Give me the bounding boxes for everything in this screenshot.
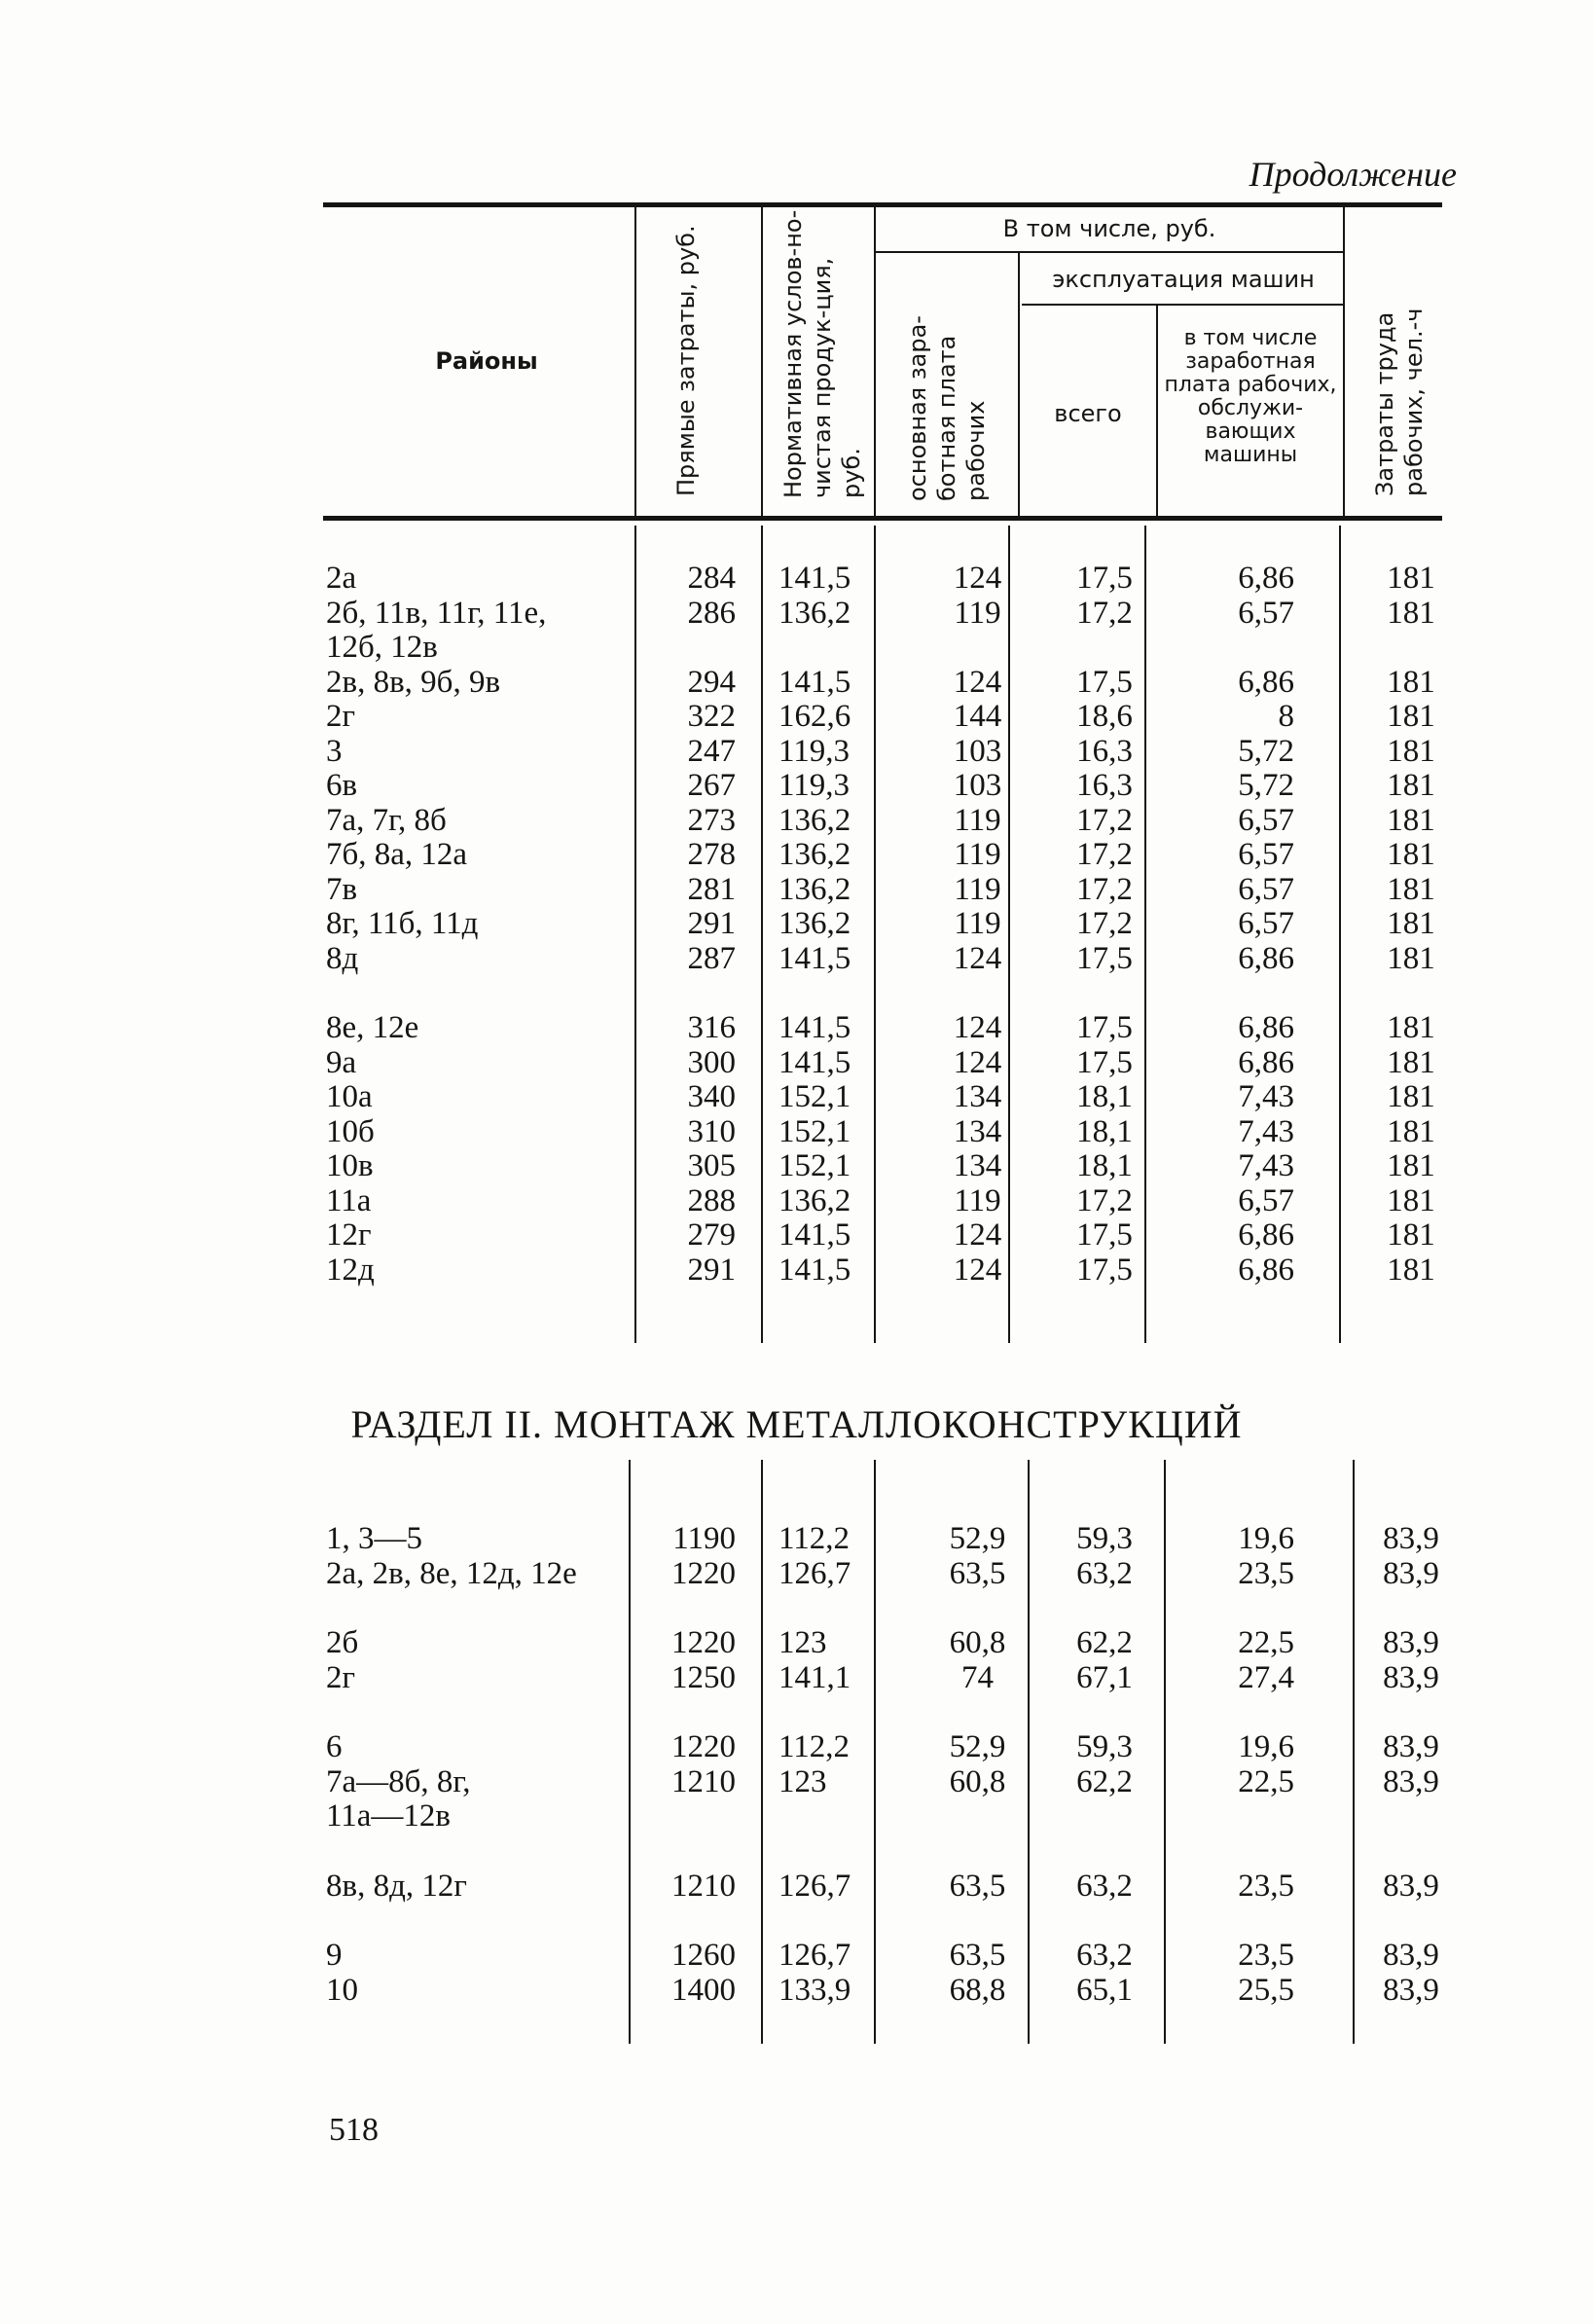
- labor-cell: 83,9: [1383, 1521, 1439, 1556]
- body-vline: [874, 1460, 876, 2044]
- labor-cell: 181: [1387, 733, 1435, 769]
- direct-cost-cell: 1210: [671, 1763, 736, 1799]
- machine-total-cell: 16,3: [1076, 768, 1133, 803]
- normative-cell: 119,3: [778, 768, 851, 803]
- machine-total-cell: 59,3: [1076, 1521, 1133, 1556]
- body-vline: [761, 526, 763, 1343]
- machine-wage-cell: 7,43: [1238, 1079, 1294, 1114]
- region-cell: 6в: [326, 768, 358, 803]
- base-wage-cell: 144: [953, 699, 1002, 734]
- region-cell: 10б: [326, 1113, 375, 1149]
- base-wage-cell: 68,8: [949, 1972, 1006, 2008]
- header-rule-including: [876, 251, 1343, 253]
- normative-cell: 126,7: [778, 1868, 851, 1904]
- page-number: 518: [329, 2112, 379, 2148]
- region-cell: 10а: [326, 1079, 373, 1114]
- machine-total-cell: 18,1: [1076, 1113, 1133, 1149]
- machine-wage-cell: 19,6: [1238, 1521, 1294, 1556]
- machine-wage-cell: 6,86: [1238, 1252, 1294, 1288]
- region-cell: 1, 3—5: [326, 1521, 422, 1556]
- machine-total-cell: 17,5: [1076, 561, 1133, 596]
- machine-total-cell: 17,5: [1076, 1044, 1133, 1080]
- labor-cell: 83,9: [1383, 1625, 1439, 1660]
- labor-cell: 181: [1387, 871, 1435, 907]
- region-cell: 7б, 8а, 12а: [326, 837, 468, 872]
- base-wage-cell: 119: [954, 802, 1001, 838]
- machine-total-cell: 67,1: [1076, 1659, 1133, 1695]
- region-cell: 10: [326, 1972, 358, 2008]
- direct-cost-cell: 291: [687, 1252, 736, 1288]
- header-direct-costs-text: Прямые затраты, руб.: [672, 225, 700, 496]
- normative-cell: 141,5: [778, 1252, 851, 1288]
- body-vline: [1339, 526, 1341, 1343]
- region-cell: 3: [326, 733, 343, 769]
- direct-cost-cell: 322: [687, 699, 736, 734]
- labor-cell: 181: [1387, 1113, 1435, 1149]
- machine-total-cell: 16,3: [1076, 733, 1133, 769]
- normative-cell: 152,1: [778, 1113, 851, 1149]
- machine-wage-cell: 6,86: [1238, 664, 1294, 700]
- body-vline: [629, 1460, 631, 2044]
- machine-wage-cell: 6,86: [1238, 561, 1294, 596]
- normative-cell: 123: [778, 1763, 827, 1799]
- base-wage-cell: 119: [954, 595, 1001, 631]
- labor-cell: 83,9: [1383, 1729, 1439, 1764]
- base-wage-cell: 124: [953, 940, 1002, 976]
- normative-cell: 112,2: [778, 1521, 851, 1556]
- machine-wage-cell: 6,57: [1238, 906, 1294, 941]
- region-cell: 8в, 8д, 12г: [326, 1868, 467, 1904]
- direct-cost-cell: 279: [687, 1217, 736, 1253]
- labor-cell: 181: [1387, 664, 1435, 700]
- base-wage-cell: 63,5: [949, 1555, 1006, 1591]
- machine-wage-cell: 6,57: [1238, 837, 1294, 872]
- direct-cost-cell: 281: [687, 871, 736, 907]
- direct-cost-cell: 310: [687, 1113, 736, 1149]
- base-wage-cell: 124: [953, 1044, 1002, 1080]
- region-cell: 9а: [326, 1044, 357, 1080]
- direct-cost-cell: 286: [687, 595, 736, 631]
- region-cell: 2г: [326, 699, 356, 734]
- region-cell: 8е, 12е: [326, 1010, 419, 1045]
- body-vline: [1353, 1460, 1355, 2044]
- labor-cell: 181: [1387, 906, 1435, 941]
- labor-cell: 83,9: [1383, 1763, 1439, 1799]
- labor-cell: 181: [1387, 1148, 1435, 1183]
- machine-total-cell: 18,1: [1076, 1148, 1133, 1183]
- machine-total-cell: 17,5: [1076, 1252, 1133, 1288]
- header-machine-wage: в том числе заработная плата рабочих, обслужи-вающих машины: [1164, 326, 1337, 467]
- machine-wage-cell: 6,86: [1238, 940, 1294, 976]
- base-wage-cell: 134: [953, 1113, 1002, 1149]
- region-cell: 11а: [326, 1182, 372, 1218]
- body-vline: [634, 526, 636, 1343]
- region-cell: 2б: [326, 1625, 359, 1660]
- region-cell: 10в: [326, 1148, 374, 1183]
- direct-cost-cell: 1220: [671, 1729, 736, 1764]
- base-wage-cell: 60,8: [949, 1625, 1006, 1660]
- header-vline: [1343, 207, 1345, 516]
- direct-cost-cell: 305: [687, 1148, 736, 1183]
- header-vline: [761, 207, 763, 516]
- machine-total-cell: 62,2: [1076, 1625, 1133, 1660]
- machine-wage-cell: 25,5: [1238, 1972, 1294, 2008]
- region-cell: 12д: [326, 1252, 375, 1288]
- labor-cell: 181: [1387, 768, 1435, 803]
- direct-cost-cell: 284: [687, 561, 736, 596]
- direct-cost-cell: 1220: [671, 1555, 736, 1591]
- header-machine-ops: эксплуатация машин: [1052, 266, 1315, 293]
- machine-wage-cell: 6,86: [1238, 1010, 1294, 1045]
- section2-title: РАЗДЕЛ II. МОНТАЖ МЕТАЛЛОКОНСТРУКЦИЙ: [350, 1402, 1243, 1446]
- base-wage-cell: 119: [954, 1182, 1001, 1218]
- normative-cell: 123: [778, 1625, 827, 1660]
- region-cell: 6: [326, 1729, 343, 1764]
- machine-total-cell: 63,2: [1076, 1868, 1133, 1904]
- base-wage-cell: 134: [953, 1079, 1002, 1114]
- machine-total-cell: 17,5: [1076, 1010, 1133, 1045]
- base-wage-cell: 103: [953, 768, 1002, 803]
- labor-cell: 83,9: [1383, 1659, 1439, 1695]
- machine-total-cell: 18,1: [1076, 1079, 1133, 1114]
- normative-cell: 126,7: [778, 1938, 851, 1973]
- machine-wage-cell: 23,5: [1238, 1938, 1294, 1973]
- labor-cell: 181: [1387, 1252, 1435, 1288]
- header-vline: [874, 207, 876, 516]
- base-wage-cell: 124: [953, 1252, 1002, 1288]
- base-wage-cell: 124: [953, 561, 1002, 596]
- header-bottom-rule: [323, 516, 1442, 521]
- normative-cell: 136,2: [778, 906, 851, 941]
- normative-cell: 112,2: [778, 1729, 851, 1764]
- labor-cell: 181: [1387, 595, 1435, 631]
- machine-wage-cell: 6,57: [1238, 1182, 1294, 1218]
- region-cell: 12г: [326, 1217, 372, 1253]
- header-regions: Районы: [435, 347, 538, 375]
- base-wage-cell: 103: [953, 733, 1002, 769]
- base-wage-cell: 63,5: [949, 1868, 1006, 1904]
- normative-cell: 141,1: [778, 1659, 851, 1695]
- header-vline: [634, 207, 636, 516]
- normative-cell: 133,9: [778, 1972, 851, 2008]
- normative-cell: 141,5: [778, 664, 851, 700]
- direct-cost-cell: 288: [687, 1182, 736, 1218]
- labor-cell: 181: [1387, 1182, 1435, 1218]
- header-total: всего: [1054, 400, 1122, 427]
- body-vline: [1028, 1460, 1030, 2044]
- header-including: В том числе, руб.: [1002, 215, 1216, 242]
- header-normative-text: Нормативная услов-но-чистая продук-ция, руб.: [779, 209, 865, 498]
- normative-cell: 152,1: [778, 1079, 851, 1114]
- direct-cost-cell: 1250: [671, 1659, 736, 1695]
- labor-cell: 181: [1387, 837, 1435, 872]
- normative-cell: 141,5: [778, 1217, 851, 1253]
- direct-cost-cell: 1400: [671, 1972, 736, 2008]
- machine-wage-cell: 5,72: [1238, 733, 1294, 769]
- machine-total-cell: 17,5: [1076, 940, 1133, 976]
- base-wage-cell: 124: [953, 1217, 1002, 1253]
- region-cell: 2в, 8в, 9б, 9в: [326, 664, 501, 700]
- labor-cell: 181: [1387, 1217, 1435, 1253]
- machine-total-cell: 18,6: [1076, 699, 1133, 734]
- region-cell: 7в: [326, 871, 358, 907]
- normative-cell: 126,7: [778, 1555, 851, 1591]
- machine-wage-cell: 8: [1278, 699, 1294, 734]
- machine-total-cell: 17,2: [1076, 871, 1133, 907]
- normative-cell: 119,3: [778, 733, 851, 769]
- labor-cell: 83,9: [1383, 1972, 1439, 2008]
- direct-cost-cell: 1190: [672, 1521, 736, 1556]
- labor-cell: 83,9: [1383, 1868, 1439, 1904]
- header-base-wage-text: основная зара-ботная плата рабочих: [904, 315, 990, 501]
- body-vline: [874, 526, 876, 1343]
- normative-cell: 136,2: [778, 802, 851, 838]
- machine-total-cell: 63,2: [1076, 1938, 1133, 1973]
- direct-cost-cell: 340: [687, 1079, 736, 1114]
- labor-cell: 181: [1387, 1044, 1435, 1080]
- region-cell: 12б, 12в: [326, 630, 438, 665]
- labor-cell: 181: [1387, 940, 1435, 976]
- direct-cost-cell: 294: [687, 664, 736, 700]
- normative-cell: 136,2: [778, 595, 851, 631]
- body-vline: [761, 1460, 763, 2044]
- base-wage-cell: 119: [954, 906, 1001, 941]
- direct-cost-cell: 1220: [671, 1625, 736, 1660]
- base-wage-cell: 119: [954, 837, 1001, 872]
- base-wage-cell: 60,8: [949, 1763, 1006, 1799]
- machine-total-cell: 17,2: [1076, 906, 1133, 941]
- normative-cell: 141,5: [778, 1010, 851, 1045]
- machine-wage-cell: 23,5: [1238, 1555, 1294, 1591]
- machine-total-cell: 17,2: [1076, 837, 1133, 872]
- continuation-label: Продолжение: [1249, 155, 1457, 194]
- base-wage-cell: 134: [953, 1148, 1002, 1183]
- machine-total-cell: 65,1: [1076, 1972, 1133, 2008]
- direct-cost-cell: 1260: [671, 1938, 736, 1973]
- machine-total-cell: 63,2: [1076, 1555, 1133, 1591]
- machine-total-cell: 17,2: [1076, 802, 1133, 838]
- machine-total-cell: 17,5: [1076, 1217, 1133, 1253]
- region-cell: 2а, 2в, 8е, 12д, 12е: [326, 1555, 577, 1591]
- direct-cost-cell: 300: [687, 1044, 736, 1080]
- machine-wage-cell: 6,57: [1238, 595, 1294, 631]
- region-cell: 2а: [326, 561, 357, 596]
- normative-cell: 136,2: [778, 837, 851, 872]
- region-cell: 9: [326, 1938, 343, 1973]
- labor-cell: 181: [1387, 802, 1435, 838]
- region-cell: 7а, 7г, 8б: [326, 802, 447, 838]
- region-cell: 8д: [326, 940, 359, 976]
- region-cell: 11а—12в: [326, 1798, 452, 1834]
- machine-total-cell: 59,3: [1076, 1729, 1133, 1764]
- machine-wage-cell: 7,43: [1238, 1148, 1294, 1183]
- normative-cell: 141,5: [778, 1044, 851, 1080]
- machine-total-cell: 62,2: [1076, 1763, 1133, 1799]
- machine-wage-cell: 6,57: [1238, 871, 1294, 907]
- labor-cell: 181: [1387, 561, 1435, 596]
- base-wage-cell: 63,5: [949, 1938, 1006, 1973]
- direct-cost-cell: 267: [687, 768, 736, 803]
- normative-cell: 162,6: [778, 699, 851, 734]
- machine-wage-cell: 7,43: [1238, 1113, 1294, 1149]
- header-rule-machine: [1022, 304, 1343, 306]
- region-cell: 8г, 11б, 11д: [326, 906, 479, 941]
- direct-cost-cell: 291: [687, 906, 736, 941]
- base-wage-cell: 119: [954, 871, 1001, 907]
- base-wage-cell: 52,9: [949, 1521, 1006, 1556]
- normative-cell: 136,2: [778, 1182, 851, 1218]
- labor-cell: 181: [1387, 1010, 1435, 1045]
- direct-cost-cell: 273: [687, 802, 736, 838]
- machine-total-cell: 17,5: [1076, 664, 1133, 700]
- machine-wage-cell: 22,5: [1238, 1763, 1294, 1799]
- header-vline: [1156, 306, 1158, 516]
- machine-wage-cell: 27,4: [1238, 1659, 1294, 1695]
- machine-wage-cell: 22,5: [1238, 1625, 1294, 1660]
- machine-total-cell: 17,2: [1076, 595, 1133, 631]
- direct-cost-cell: 247: [687, 733, 736, 769]
- header-top-rule: [323, 202, 1442, 207]
- direct-cost-cell: 316: [687, 1010, 736, 1045]
- labor-cell: 83,9: [1383, 1938, 1439, 1973]
- machine-wage-cell: 23,5: [1238, 1868, 1294, 1904]
- labor-cell: 181: [1387, 1079, 1435, 1114]
- labor-cell: 83,9: [1383, 1555, 1439, 1591]
- region-cell: 7а—8б, 8г,: [326, 1763, 471, 1799]
- header-labor-text: Затраты труда рабочих, чел.-ч: [1371, 308, 1428, 496]
- machine-total-cell: 17,2: [1076, 1182, 1133, 1218]
- machine-wage-cell: 19,6: [1238, 1729, 1294, 1764]
- normative-cell: 141,5: [778, 940, 851, 976]
- machine-wage-cell: 6,57: [1238, 802, 1294, 838]
- direct-cost-cell: 287: [687, 940, 736, 976]
- machine-wage-cell: 6,86: [1238, 1217, 1294, 1253]
- base-wage-cell: 52,9: [949, 1729, 1006, 1764]
- base-wage-cell: 124: [953, 664, 1002, 700]
- body-vline: [1164, 1460, 1166, 2044]
- header-vline: [1018, 253, 1020, 516]
- normative-cell: 141,5: [778, 561, 851, 596]
- base-wage-cell: 124: [953, 1010, 1002, 1045]
- normative-cell: 136,2: [778, 871, 851, 907]
- direct-cost-cell: 278: [687, 837, 736, 872]
- region-cell: 2б, 11в, 11г, 11е,: [326, 595, 547, 631]
- machine-wage-cell: 5,72: [1238, 768, 1294, 803]
- base-wage-cell: 74: [961, 1659, 994, 1695]
- machine-wage-cell: 6,86: [1238, 1044, 1294, 1080]
- region-cell: 2г: [326, 1659, 356, 1695]
- direct-cost-cell: 1210: [671, 1868, 736, 1904]
- normative-cell: 152,1: [778, 1148, 851, 1183]
- labor-cell: 181: [1387, 699, 1435, 734]
